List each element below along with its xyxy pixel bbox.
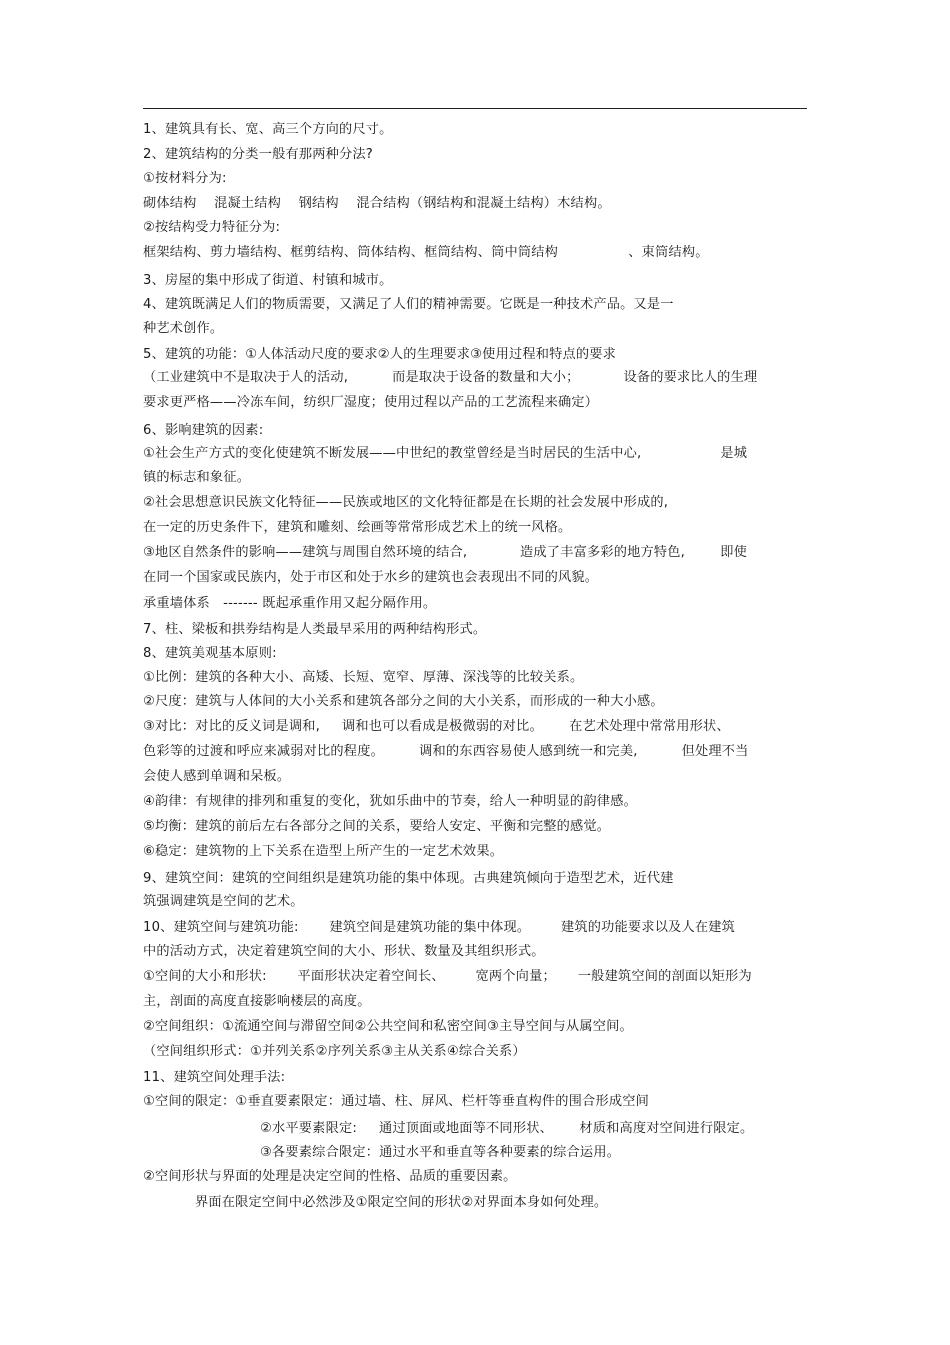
text-line: ②尺度：建筑与人体间的大小关系和建筑各部分之间的大小关系，而形成的一种大小感。 — [143, 694, 664, 709]
text-line: ③各要素综合限定：通过水平和垂直等各种要素的综合运用。 — [260, 1145, 621, 1160]
text-line: 2、建筑结构的分类一般有那两种分法? — [143, 147, 373, 162]
text-line: 5、建筑的功能：①人体活动尺度的要求②人的生理要求③使用过程和特点的要求 — [143, 347, 617, 362]
text-line: （空间组织形式：①并列关系②序列关系③主从关系④综合关系） — [143, 1044, 526, 1059]
text-line: 筑强调建筑是空间的艺术。 — [143, 894, 304, 909]
text-line: 主，剖面的高度直接影响楼层的高度。 — [143, 994, 371, 1009]
text-line: 11、建筑空间处理手法: — [143, 1070, 286, 1085]
text-line: ⑥稳定：建筑物的上下关系在造型上所产生的一定艺术效果。 — [143, 844, 504, 859]
text-line: 色彩等的过渡和呼应来减弱对比的程度。 调和的东西容易使人感到统一和完美, 但处理不当 — [143, 744, 749, 759]
text-line: 6、影响建筑的因素: — [143, 423, 264, 438]
text-line: 10、建筑空间与建筑功能: 建筑空间是建筑功能的集中体现。 建筑的功能要求以及人在建筑 — [143, 920, 736, 935]
text-line: 在一定的历史条件下，建筑和雕刻、绘画等常常形成艺术上的统一风格。 — [143, 520, 572, 535]
text-line: ①空间的大小和形状: 平面形状决定着空间长、 宽两个向量； 一般建筑空间的剖面以矩形为 — [143, 969, 752, 984]
text-line: 承重墙体系 ------- 既起承重作用又起分隔作用。 — [143, 596, 437, 611]
text-line: ②按结构受力特征分为: — [143, 220, 281, 235]
text-line: 8、建筑美观基本原则: — [143, 646, 277, 661]
text-line: ②水平要素限定: 通过顶面或地面等不同形状、 材质和高度对空间进行限定。 — [260, 1121, 754, 1136]
text-line: 在同一个国家或民族内，处于市区和处于水乡的建筑也会表现出不同的风貌。 — [143, 570, 599, 585]
text-line: ③地区自然条件的影响——建筑与周围自然环境的结合, 造成了丰富多彩的地方特色, 即使 — [143, 545, 747, 560]
text-line: 镇的标志和象征。 — [143, 470, 251, 485]
text-line: 种艺术创作。 — [143, 321, 224, 336]
text-line: ①按材料分为: — [143, 171, 227, 186]
text-line: 7、柱、梁板和拱券结构是人类最早采用的两种结构形式。 — [143, 622, 487, 637]
header-rule — [143, 108, 807, 109]
text-line: 框架结构、剪力墙结构、框剪结构、筒体结构、框筒结构、筒中筒结构 、束筒结构。 — [143, 245, 709, 260]
text-line: ③对比：对比的反义词是调和, 调和也可以看成是极微弱的对比。 在艺术处理中常常用形状、 — [143, 719, 730, 734]
text-line: 会使人感到单调和呆板。 — [143, 769, 291, 784]
text-line: ②空间组织：①流通空间与滞留空间②公共空间和私密空间③主导空间与从属空间。 — [143, 1019, 633, 1034]
text-line: （工业建筑中不是取决于人的活动, 而是取决于设备的数量和大小； 设备的要求比人的生理 — [143, 370, 758, 385]
text-line: ①社会生产方式的变化使建筑不断发展——中世纪的教堂曾经是当时居民的生活中心, 是城 — [143, 446, 748, 461]
text-line: 3、房屋的集中形成了街道、村镇和城市。 — [143, 273, 393, 288]
text-line: ④韵律：有规律的排列和重复的变化，犹如乐曲中的节奏，给人一种明显的韵律感。 — [143, 794, 637, 809]
text-line: 4、建筑既满足人们的物质需要，又满足了人们的精神需要。它既是一种技术产品。又是一 — [143, 297, 674, 312]
text-line: 砌体结构 混凝土结构 钢结构 混合结构（钢结构和混凝土结构）木结构。 — [143, 196, 611, 211]
text-line: 9、建筑空间：建筑的空间组织是建筑功能的集中体现。古典建筑倾向于造型艺术，近代建 — [143, 871, 674, 886]
text-line: 中的活动方式，决定着建筑空间的大小、形状、数量及其组织形式。 — [143, 944, 545, 959]
text-line: ②空间形状与界面的处理是决定空间的性格、品质的重要因素。 — [143, 1169, 517, 1184]
text-line: ②社会思想意识民族文化特征——民族或地区的文化特征都是在长期的社会发展中形成的, — [143, 495, 669, 510]
text-line: 1、建筑具有长、宽、高三个方向的尺寸。 — [143, 122, 393, 137]
text-line: ①比例：建筑的各种大小、高矮、长短、宽窄、厚薄、深浅等的比较关系。 — [143, 670, 584, 685]
text-line: ①空间的限定：①垂直要素限定：通过墙、柱、屏风、栏杆等垂直构件的围合形成空间 — [143, 1094, 649, 1109]
text-line: 要求更严格——冷冻车间，纺织厂湿度；使用过程以产品的工艺流程来确定） — [143, 395, 599, 410]
text-line: ⑤均衡：建筑的前后左右各部分之间的关系，要给人安定、平衡和完整的感觉。 — [143, 819, 611, 834]
text-line: 界面在限定空间中必然涉及①限定空间的形状②对界面本身如何处理。 — [195, 1195, 608, 1210]
